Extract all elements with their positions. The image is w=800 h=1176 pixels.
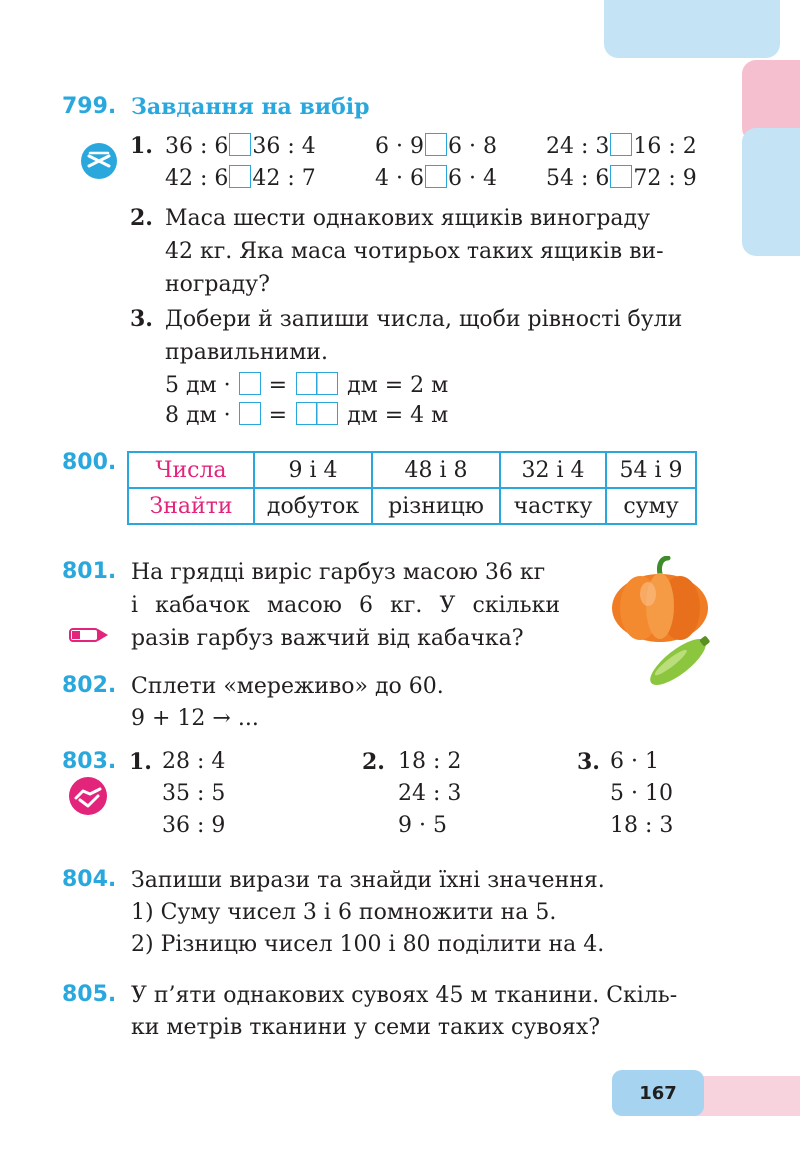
task-803-item: 18 : 2 xyxy=(398,749,462,774)
answer-box[interactable] xyxy=(610,165,632,188)
table-row xyxy=(128,488,696,524)
equation-row: 5 дм · = дм = 2 м xyxy=(165,373,449,398)
page-number: 167 xyxy=(612,1070,704,1116)
answer-box[interactable] xyxy=(229,165,251,188)
task-805-number: 805. xyxy=(62,982,117,1007)
comparison-item: 4 · 6 6 · 4 xyxy=(375,166,497,191)
task-800-number: 800. xyxy=(62,450,117,475)
table-cell: 32 і 4 xyxy=(500,452,606,488)
comparison-item: 42 : 6 42 : 7 xyxy=(165,166,316,191)
comparison-item: 24 : 3 16 : 2 xyxy=(546,134,697,159)
table-row xyxy=(128,452,696,488)
task-803-item: 24 : 3 xyxy=(398,781,462,806)
task-799-part2-line: Маса шести однакових ящиків винограду xyxy=(165,206,651,231)
task-799-part3-line: Добери й запиши числа, щоби рівності були xyxy=(165,307,683,332)
task-800-table xyxy=(127,451,697,525)
table-cell: частку xyxy=(500,488,606,524)
table-cell: суму xyxy=(606,488,696,524)
task-803-item: 9 · 5 xyxy=(398,813,447,838)
table-cell: добуток xyxy=(254,488,372,524)
task-803-item: 28 : 4 xyxy=(162,749,226,774)
table-cell: 9 і 4 xyxy=(254,452,372,488)
task-804-line: 2) Різницю чисел 100 і 80 поділити на 4. xyxy=(131,932,605,957)
task-799-title: Завдання на вибір xyxy=(131,94,370,120)
comparison-item: 54 : 6 72 : 9 xyxy=(546,166,697,191)
task-805-line: ки метрів тканини у семи таких сувоях? xyxy=(131,1015,601,1040)
task-799-part2-line: нограду? xyxy=(165,272,270,297)
task-803-item: 36 : 9 xyxy=(162,813,226,838)
task-801-line: і кабачок масою 6 кг. У скільки xyxy=(131,593,560,618)
task-803-number: 803. xyxy=(62,749,117,774)
task-803-col-label: 2. xyxy=(362,749,385,775)
table-cell: Знайти xyxy=(128,488,254,524)
task-799-part1-label: 1. xyxy=(130,133,153,159)
task-803-item: 5 · 10 xyxy=(610,781,673,806)
answer-box[interactable] xyxy=(425,133,447,156)
side-tab-blue xyxy=(742,128,800,256)
pencil-icon xyxy=(68,626,110,644)
answer-box[interactable] xyxy=(229,133,251,156)
top-tab-decoration xyxy=(604,0,780,58)
task-799-part3-label: 3. xyxy=(130,306,153,332)
equation-row: 8 дм · = дм = 4 м xyxy=(165,403,449,428)
answer-box[interactable] xyxy=(239,402,261,425)
task-803-item: 35 : 5 xyxy=(162,781,226,806)
task-803-col-label: 3. xyxy=(577,749,600,775)
task-802-number: 802. xyxy=(62,673,117,698)
choice-icon xyxy=(80,142,118,180)
task-803-item: 6 · 1 xyxy=(610,749,659,774)
comparison-item: 36 : 6 36 : 4 xyxy=(165,134,316,159)
task-799-part2-label: 2. xyxy=(130,205,153,231)
footer-decoration xyxy=(690,1076,800,1116)
table-cell: Числа xyxy=(128,452,254,488)
task-799-part2-line: 42 кг. Яка маса чотирьох таких ящиків ви- xyxy=(165,239,664,264)
handshake-icon xyxy=(68,776,108,816)
comparison-item: 6 · 9 6 · 8 xyxy=(375,134,497,159)
task-803-col-label: 1. xyxy=(129,749,152,775)
task-801-line: На грядці виріс гарбуз масою 36 кг xyxy=(131,560,546,585)
task-802-line: Сплети «мереживо» до 60. xyxy=(131,674,444,699)
answer-box-double[interactable] xyxy=(296,372,338,395)
table-cell: різницю xyxy=(372,488,500,524)
task-805-line: У п’яти однакових сувоях 45 м тканини. Скіль- xyxy=(131,983,678,1008)
task-799-part3-line: правильними. xyxy=(165,340,328,365)
task-802-line: 9 + 12 → ... xyxy=(131,706,259,731)
answer-box[interactable] xyxy=(425,165,447,188)
answer-box-double[interactable] xyxy=(296,402,338,425)
task-801-line: разів гарбуз важчий від кабачка? xyxy=(131,626,524,651)
table-cell: 54 і 9 xyxy=(606,452,696,488)
answer-box[interactable] xyxy=(610,133,632,156)
task-804-line: 1) Суму чисел 3 і 6 помножити на 5. xyxy=(131,900,557,925)
task-799-number: 799. xyxy=(62,94,117,119)
task-801-number: 801. xyxy=(62,559,117,584)
task-804-number: 804. xyxy=(62,867,117,892)
pumpkin-image xyxy=(608,556,712,688)
answer-box[interactable] xyxy=(239,372,261,395)
task-804-line: Запиши вирази та знайди їхні значення. xyxy=(131,868,605,893)
task-803-item: 18 : 3 xyxy=(610,813,674,838)
table-cell: 48 і 8 xyxy=(372,452,500,488)
